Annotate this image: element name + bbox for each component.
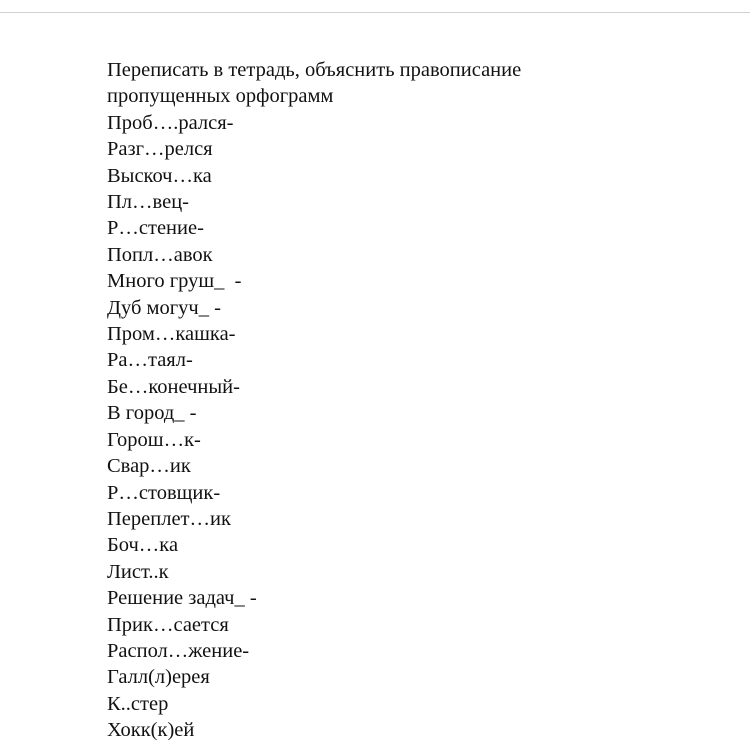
word-item: Прик…сается	[107, 613, 229, 636]
word-item: Лист..к	[107, 560, 169, 583]
word-item: Р…стовщик-	[107, 481, 221, 504]
word-item: Р…стение-	[107, 217, 204, 240]
word-item: Боч…ка	[107, 534, 179, 557]
word-item: Галл(л)ерея	[107, 666, 210, 689]
word-item: Ра…таял-	[107, 349, 193, 372]
word-item: Выскоч…ка	[107, 164, 212, 187]
word-item: К..стер	[107, 692, 169, 715]
word-item: Попл…авок	[107, 243, 213, 266]
word-item: Дуб могуч_ -	[107, 296, 221, 319]
word-item: Хокк(к)ей	[107, 719, 195, 742]
word-item: Горош…к-	[107, 428, 201, 451]
word-item: В город_ -	[107, 402, 197, 425]
word-item: Бе…конечный-	[107, 375, 240, 398]
word-item: Переплет…ик	[107, 507, 231, 530]
word-item: Пром…кашка-	[107, 323, 236, 346]
instruction-line-1: Переписать в тетрадь, объяснить правописание	[107, 59, 522, 81]
word-item: Решение задач_ -	[107, 587, 257, 610]
word-item: Проб….рался-	[107, 111, 234, 134]
top-toolbar-edge	[0, 0, 750, 13]
document-text	[107, 57, 521, 744]
word-item: Много груш_ -	[107, 270, 242, 293]
instruction-line-2: пропущенных орфограмм	[107, 85, 334, 108]
word-item: Свар…ик	[107, 455, 191, 478]
word-item: Пл…вец-	[107, 191, 189, 214]
word-item: Распол…жение-	[107, 639, 250, 662]
word-item: Разг…релся	[107, 138, 213, 161]
